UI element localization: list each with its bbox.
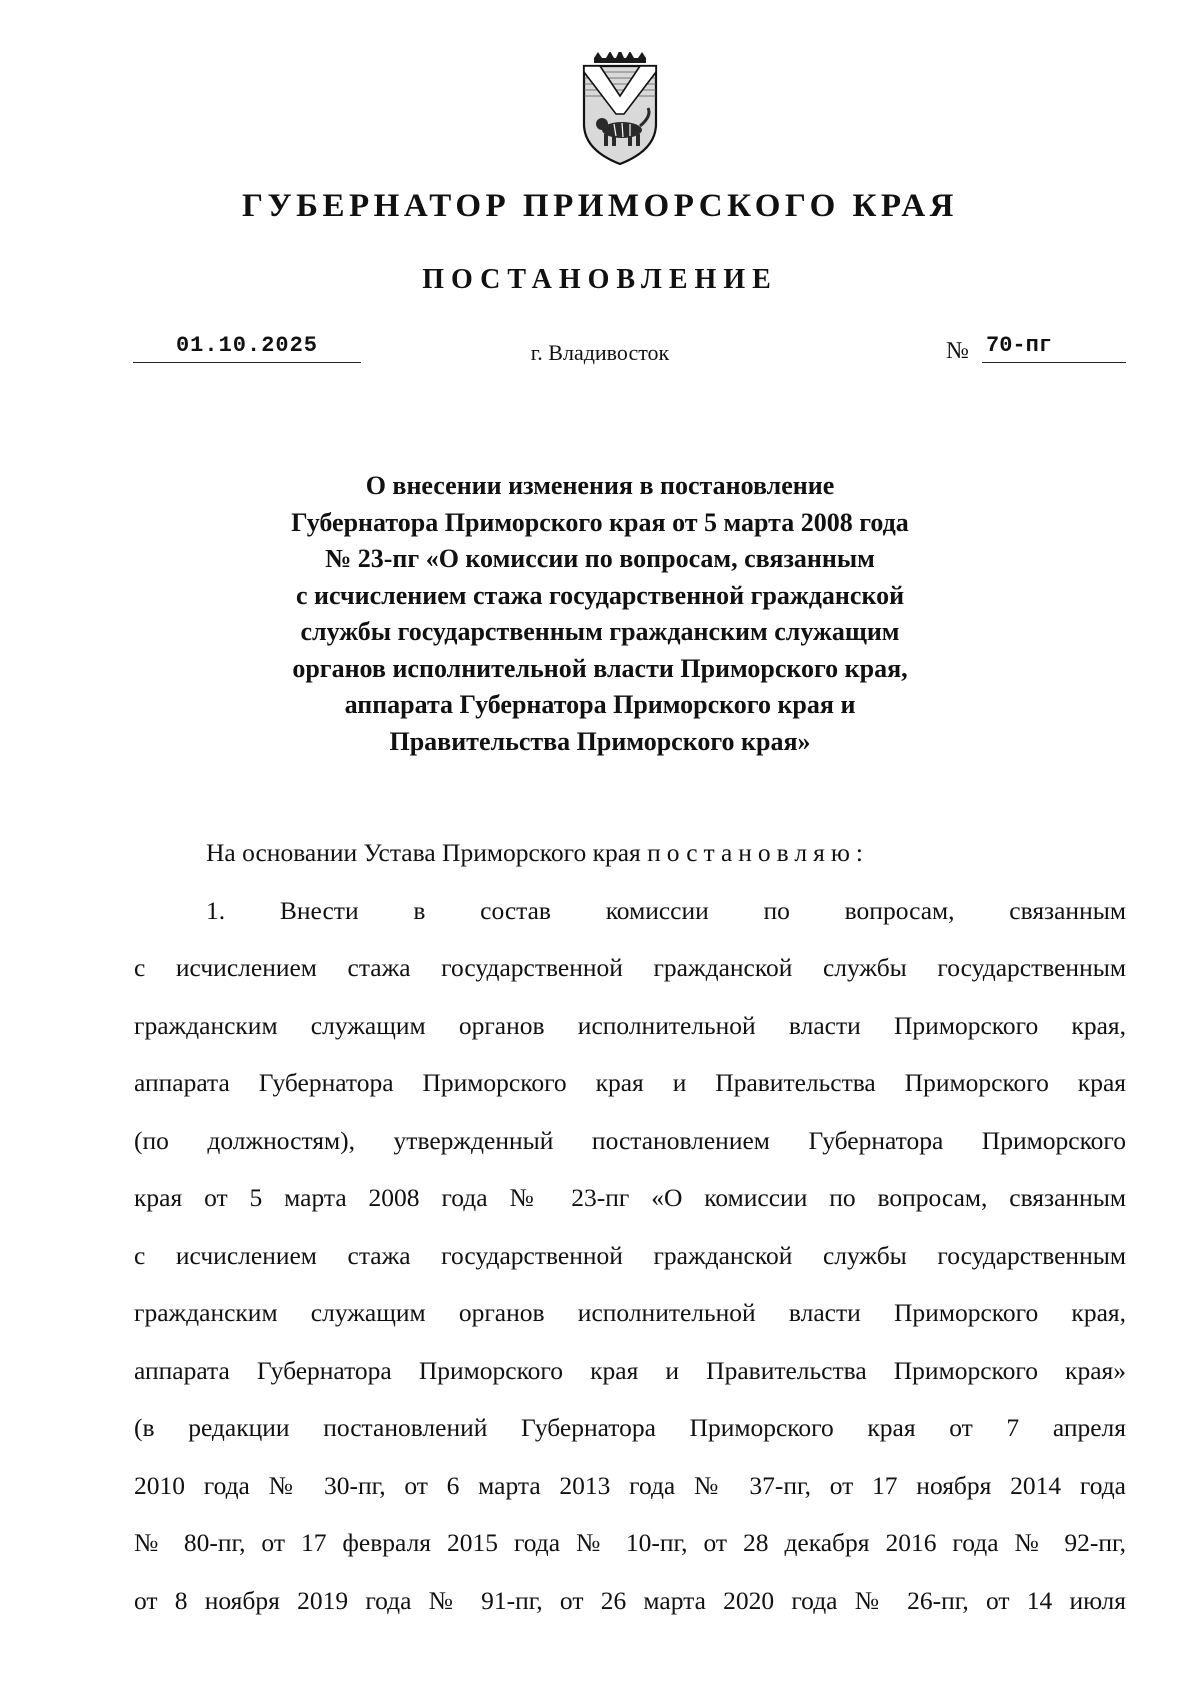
body-line: края от 5 марта 2008 года № 23-пг «О комиссии по вопросам, связанным: [134, 1183, 1126, 1212]
heading-line: аппарата Губернатора Приморского края и: [344, 690, 856, 719]
document-body: [134, 824, 1126, 1629]
heading-line: с исчислением стажа государственной гражданской: [295, 580, 905, 610]
body-line: аппарата Губернатора Приморского края и Правительства Приморского края»: [134, 1355, 1126, 1385]
heading-line: О внесении изменения в постановление: [365, 471, 835, 500]
preamble-paragraph: [134, 824, 1126, 882]
document-number-block: [946, 330, 1126, 366]
body-line: с исчислением стажа государственной гражданской службы государственным: [134, 953, 1126, 982]
primorsky-coat-of-arms-icon: [570, 52, 670, 172]
preamble-text: На основании Устава Приморского края: [206, 838, 648, 867]
heading-line: службы государственным гражданским служащим: [300, 617, 900, 646]
body-line: от 8 ноября 2019 года № 91-пг, от 26 марта 2020 года № 26-пг, от 14 июля: [134, 1585, 1126, 1615]
body-line: (в редакции постановлений Губернатора Приморского края от 7 апреля: [134, 1413, 1126, 1442]
heading-line: № 23-пг «О комиссии по вопросам, связанным: [325, 544, 875, 573]
heading-line: Правительства Приморского края»: [389, 726, 811, 756]
document-type: ПОСТАНОВЛЕНИЕ: [422, 264, 778, 295]
body-line: гражданским служащим органов исполнительной власти Приморского края,: [134, 1010, 1126, 1040]
body-line: (по должностям), утвержденный постановлением Губернатора Приморского: [134, 1125, 1126, 1155]
date-place-number-row: [0, 330, 1200, 370]
body-line: гражданским служащим органов исполнительной власти Приморского края,: [134, 1298, 1126, 1327]
body-line: 1. Внести в состав комиссии по вопросам, связанным: [206, 895, 1126, 925]
heading-line: Губернатора Приморского края от 5 марта 2008 года: [291, 507, 909, 537]
document-city: г. Владивосток: [530, 340, 670, 365]
document-heading: [200, 468, 1000, 760]
number-sign: №: [946, 338, 969, 364]
body-line: № 80-пг, от 17 февраля 2015 года № 10-пг, от 28 декабря 2016 года № 92-пг,: [134, 1528, 1126, 1557]
body-line: с исчислением стажа государственной гражданской службы государственным: [134, 1240, 1126, 1270]
preamble-resolve-word: постановляю:: [647, 838, 869, 867]
document-date: 01.10.2025: [133, 330, 361, 363]
document-number: 70-пг: [982, 330, 1126, 363]
body-line: 2010 года № 30-пг, от 6 марта 2013 года № 37-пг, от 17 ноября 2014 года: [134, 1470, 1126, 1500]
authority-title: ГУБЕРНАТОР ПРИМОРСКОГО КРАЯ: [241, 188, 959, 224]
body-line: аппарата Губернатора Приморского края и Правительства Приморского края: [134, 1068, 1126, 1097]
heading-line: органов исполнительной власти Приморского края,: [292, 653, 908, 683]
